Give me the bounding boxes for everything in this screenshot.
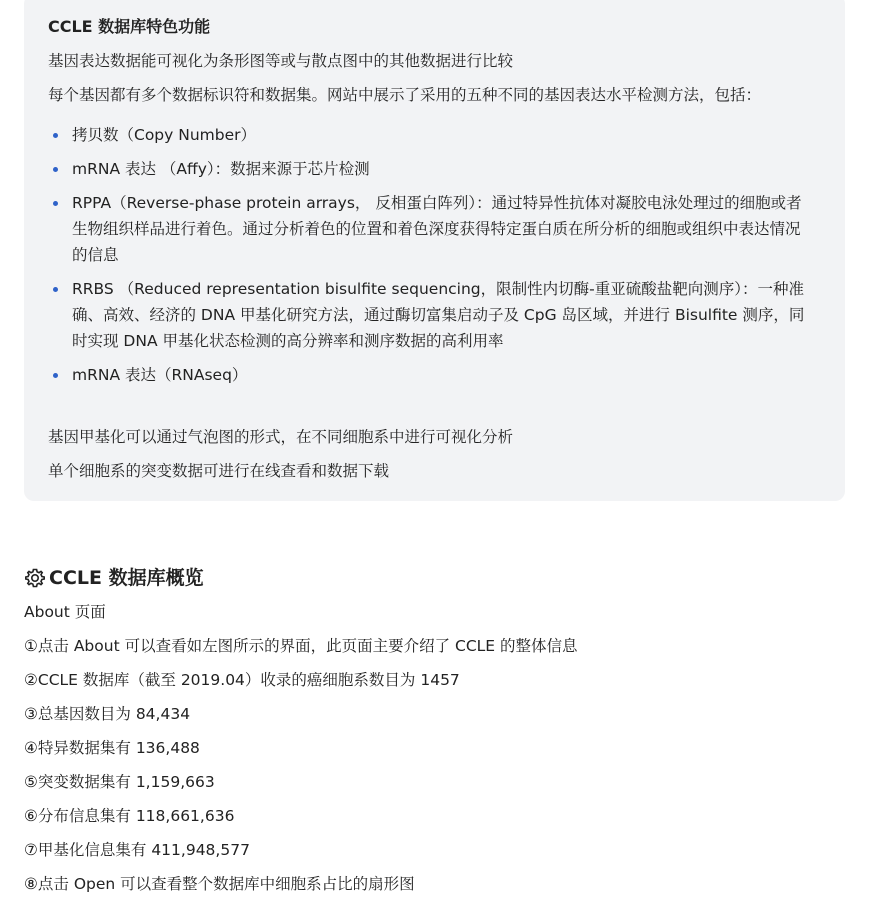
overview-item-1: ①点击 About 可以查看如左图所示的界面，此页面主要介绍了 CCLE 的整体信息 [24,637,578,655]
overview-item-6: ⑥分布信息集有 118,661,636 [24,807,235,825]
list-item: 拷贝数（Copy Number） [48,122,808,148]
features-line-2: 每个基因都有多个数据标识符和数据集。网站中展示了采用的五种不同的基因表达水平检测方法，包括： [48,86,762,104]
overview-item-8: ⑧点击 Open 可以查看整个数据库中细胞系占比的扇形图 [24,875,415,893]
features-line-4: 单个细胞系的突变数据可进行在线查看和数据下载 [48,462,390,480]
overview-subtitle: About 页面 [24,603,106,621]
overview-title: CCLE 数据库概览 [49,567,204,589]
overview-item-5: ⑤突变数据集有 1,159,663 [24,773,215,791]
overview-item-4: ④特异数据集有 136,488 [24,739,200,757]
features-title: CCLE 数据库特色功能 [48,17,211,36]
overview-item-7: ⑦甲基化信息集有 411,948,577 [24,841,250,859]
overview-item-3: ③总基因数目为 84,434 [24,705,191,723]
features-line-3: 基因甲基化可以通过气泡图的形式，在不同细胞系中进行可视化分析 [48,428,514,446]
list-item: mRNA 表达 （Affy）：数据来源于芯片检测 [48,156,808,182]
features-line-1: 基因表达数据能可视化为条形图等或与散点图中的其他数据进行比较 [48,52,514,70]
methods-list [48,122,808,396]
list-item: RPPA（Reverse-phase protein arrays， 反相蛋白阵列）：通过特异性抗体对凝胶电泳处理过的细胞或者生物组织样品进行着色。通过分析着色的位置和着色深度获得特定蛋白质在所分析的细胞或组织中表达情况的信息 [48,190,808,268]
overview-item-2: ②CCLE 数据库（截至 2019.04）收录的癌细胞系数目为 1457 [24,671,460,689]
list-item: mRNA 表达（RNAseq） [48,362,808,388]
list-item: RRBS （Reduced representation bisulfite sequencing，限制性内切酶-重亚硫酸盐靶向测序）：一种准确、高效、经济的 DNA 甲基化研究方法，通过酶切富集启动子及 CpG 岛区域，并进行 Bisulfite 测序，同时实现 DNA 甲基化状态检测的高分辨率和测序数据的高利用率 [48,276,808,354]
overview-heading [24,566,204,590]
gear-icon [24,567,46,589]
